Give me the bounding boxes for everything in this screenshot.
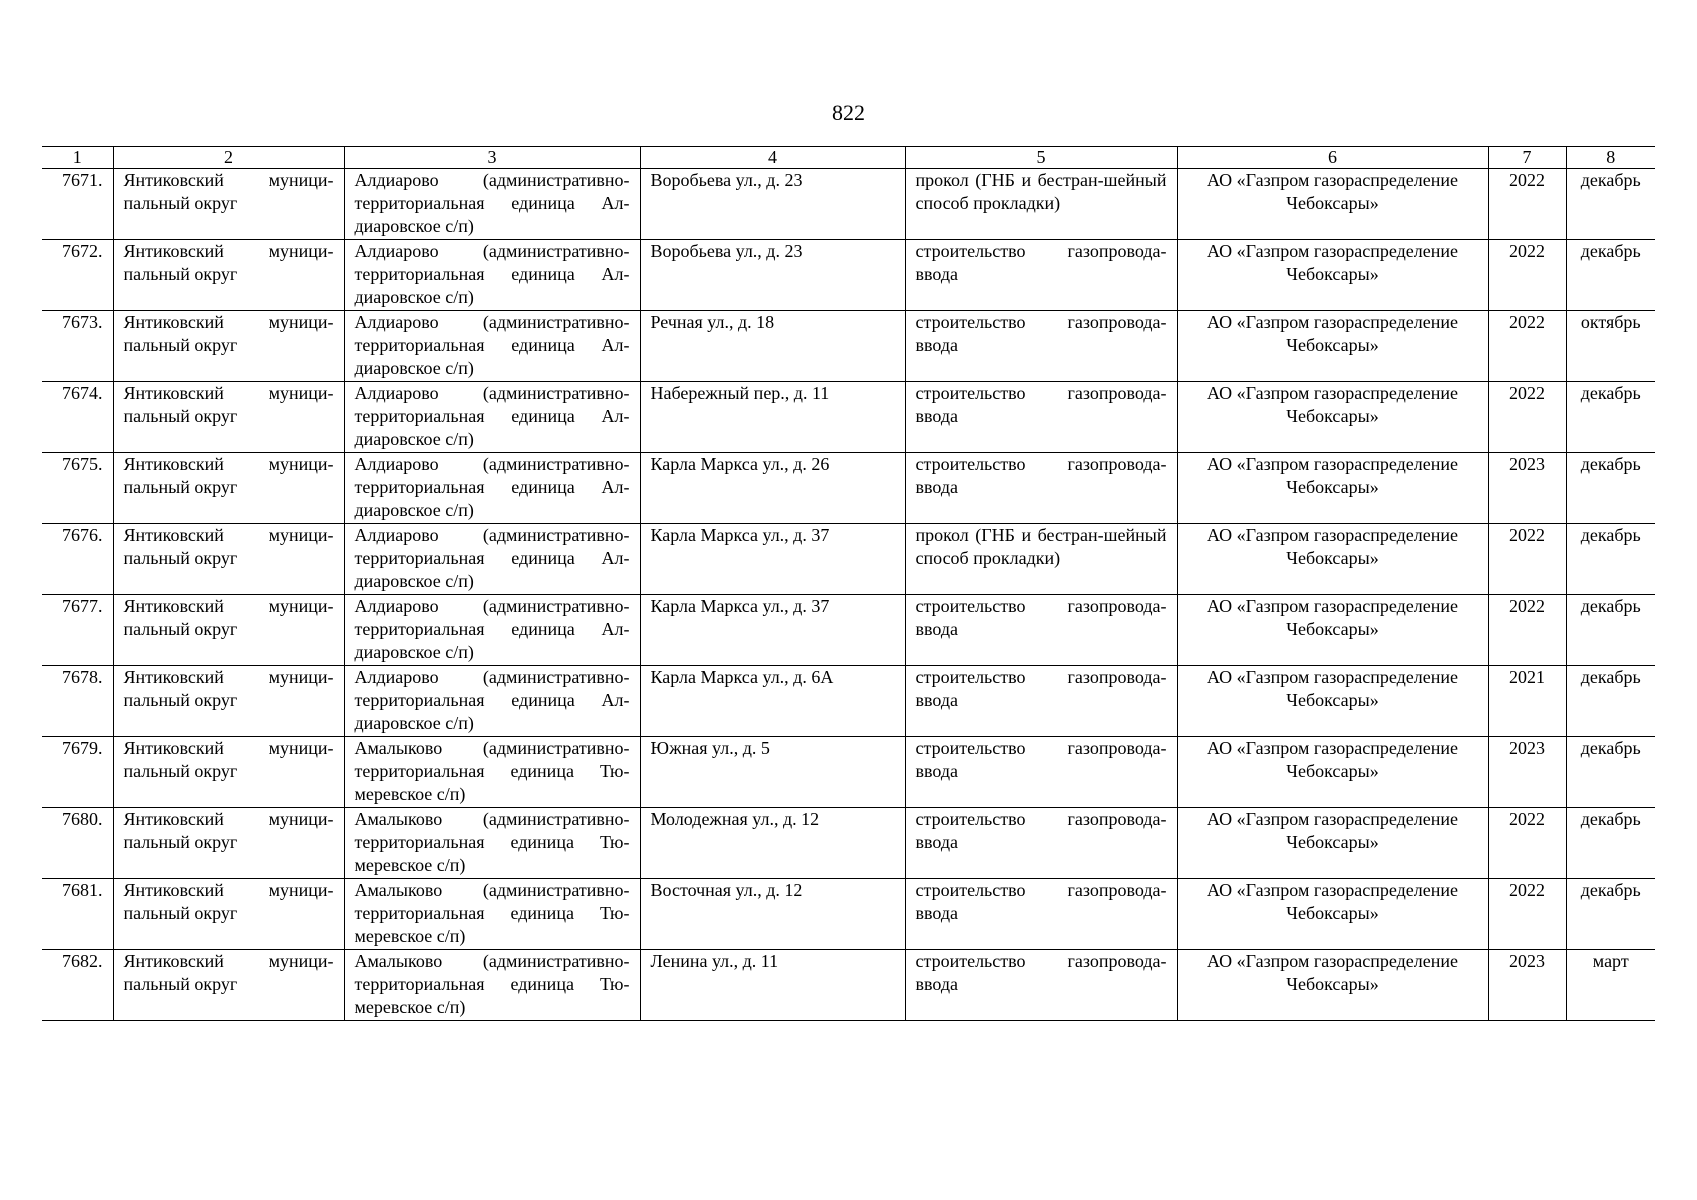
- district-cell: Янтиковский муници-пальный округ: [113, 453, 344, 524]
- month-cell: декабрь: [1566, 453, 1655, 524]
- column-header: 4: [640, 147, 905, 169]
- address-cell: Карла Маркса ул., д. 37: [640, 524, 905, 595]
- row-number: 7675.: [42, 453, 113, 524]
- work-type-cell: прокол (ГНБ и бестран-шейный способ прокладки): [905, 169, 1177, 240]
- organization-cell: АО «Газпром газораспределение Чебоксары»: [1177, 879, 1488, 950]
- locality-cell: Алдиарово (административно-территориальная единица Ал-диаровское с/п): [344, 666, 640, 737]
- address-cell: Восточная ул., д. 12: [640, 879, 905, 950]
- district-cell: Янтиковский муници-пальный округ: [113, 240, 344, 311]
- table-row: [42, 453, 1655, 524]
- table-row: [42, 382, 1655, 453]
- organization-cell: АО «Газпром газораспределение Чебоксары»: [1177, 666, 1488, 737]
- table-row: [42, 240, 1655, 311]
- year-cell: 2022: [1488, 240, 1566, 311]
- month-cell: март: [1566, 950, 1655, 1021]
- organization-cell: АО «Газпром газораспределение Чебоксары»: [1177, 453, 1488, 524]
- year-cell: 2022: [1488, 382, 1566, 453]
- table-row: [42, 950, 1655, 1021]
- organization-cell: АО «Газпром газораспределение Чебоксары»: [1177, 950, 1488, 1021]
- year-cell: 2023: [1488, 737, 1566, 808]
- locality-cell: Амалыково (административно-территориальная единица Тю-меревское с/п): [344, 950, 640, 1021]
- year-cell: 2022: [1488, 808, 1566, 879]
- row-number: 7673.: [42, 311, 113, 382]
- district-cell: Янтиковский муници-пальный округ: [113, 737, 344, 808]
- month-cell: декабрь: [1566, 524, 1655, 595]
- work-type-cell: строительство газопровода-ввода: [905, 240, 1177, 311]
- locality-cell: Алдиарово (административно-территориальная единица Ал-диаровское с/п): [344, 453, 640, 524]
- column-header: 1: [42, 147, 113, 169]
- month-cell: декабрь: [1566, 737, 1655, 808]
- year-cell: 2022: [1488, 169, 1566, 240]
- organization-cell: АО «Газпром газораспределение Чебоксары»: [1177, 311, 1488, 382]
- district-cell: Янтиковский муници-пальный округ: [113, 808, 344, 879]
- table-row: [42, 666, 1655, 737]
- locality-cell: Алдиарово (административно-территориальная единица Ал-диаровское с/п): [344, 169, 640, 240]
- column-header: 5: [905, 147, 1177, 169]
- district-cell: Янтиковский муници-пальный округ: [113, 595, 344, 666]
- district-cell: Янтиковский муници-пальный округ: [113, 311, 344, 382]
- address-cell: Набережный пер., д. 11: [640, 382, 905, 453]
- work-type-cell: строительство газопровода-ввода: [905, 879, 1177, 950]
- month-cell: декабрь: [1566, 382, 1655, 453]
- work-type-cell: прокол (ГНБ и бестран-шейный способ прокладки): [905, 524, 1177, 595]
- district-cell: Янтиковский муници-пальный округ: [113, 950, 344, 1021]
- work-type-cell: строительство газопровода-ввода: [905, 666, 1177, 737]
- year-cell: 2021: [1488, 666, 1566, 737]
- organization-cell: АО «Газпром газораспределение Чебоксары»: [1177, 595, 1488, 666]
- address-cell: Воробьева ул., д. 23: [640, 169, 905, 240]
- row-number: 7672.: [42, 240, 113, 311]
- table-row: [42, 737, 1655, 808]
- year-cell: 2023: [1488, 950, 1566, 1021]
- table-row: [42, 524, 1655, 595]
- locality-cell: Алдиарово (административно-территориальная единица Ал-диаровское с/п): [344, 311, 640, 382]
- organization-cell: АО «Газпром газораспределение Чебоксары»: [1177, 808, 1488, 879]
- address-cell: Южная ул., д. 5: [640, 737, 905, 808]
- district-cell: Янтиковский муници-пальный округ: [113, 879, 344, 950]
- work-type-cell: строительство газопровода-ввода: [905, 382, 1177, 453]
- column-header: 8: [1566, 147, 1655, 169]
- row-number: 7680.: [42, 808, 113, 879]
- district-cell: Янтиковский муници-пальный округ: [113, 524, 344, 595]
- organization-cell: АО «Газпром газораспределение Чебоксары»: [1177, 524, 1488, 595]
- year-cell: 2022: [1488, 524, 1566, 595]
- column-header: 2: [113, 147, 344, 169]
- row-number: 7677.: [42, 595, 113, 666]
- column-header: 3: [344, 147, 640, 169]
- row-number: 7681.: [42, 879, 113, 950]
- work-type-cell: строительство газопровода-ввода: [905, 311, 1177, 382]
- year-cell: 2022: [1488, 595, 1566, 666]
- district-cell: Янтиковский муници-пальный округ: [113, 169, 344, 240]
- locality-cell: Амалыково (административно-территориальная единица Тю-меревское с/п): [344, 737, 640, 808]
- month-cell: декабрь: [1566, 595, 1655, 666]
- locality-cell: Амалыково (административно-территориальная единица Тю-меревское с/п): [344, 879, 640, 950]
- address-cell: Воробьева ул., д. 23: [640, 240, 905, 311]
- address-cell: Речная ул., д. 18: [640, 311, 905, 382]
- locality-cell: Алдиарово (административно-территориальная единица Ал-диаровское с/п): [344, 595, 640, 666]
- page-number: 822: [832, 100, 865, 125]
- locality-cell: Алдиарово (административно-территориальная единица Ал-диаровское с/п): [344, 524, 640, 595]
- row-number: 7671.: [42, 169, 113, 240]
- table-row: [42, 879, 1655, 950]
- row-number: 7682.: [42, 950, 113, 1021]
- table-row: [42, 311, 1655, 382]
- column-header: 6: [1177, 147, 1488, 169]
- row-number: 7674.: [42, 382, 113, 453]
- address-cell: Молодежная ул., д. 12: [640, 808, 905, 879]
- address-cell: Карла Маркса ул., д. 26: [640, 453, 905, 524]
- locality-cell: Алдиарово (административно-территориальная единица Ал-диаровское с/п): [344, 240, 640, 311]
- work-type-cell: строительство газопровода-ввода: [905, 950, 1177, 1021]
- month-cell: декабрь: [1566, 666, 1655, 737]
- month-cell: декабрь: [1566, 240, 1655, 311]
- month-cell: декабрь: [1566, 169, 1655, 240]
- table-row: [42, 808, 1655, 879]
- row-number: 7678.: [42, 666, 113, 737]
- column-header: 7: [1488, 147, 1566, 169]
- header-row: [42, 147, 1655, 169]
- district-cell: Янтиковский муници-пальный округ: [113, 382, 344, 453]
- organization-cell: АО «Газпром газораспределение Чебоксары»: [1177, 169, 1488, 240]
- locality-cell: Алдиарово (административно-территориальная единица Ал-диаровское с/п): [344, 382, 640, 453]
- work-type-cell: строительство газопровода-ввода: [905, 595, 1177, 666]
- work-type-cell: строительство газопровода-ввода: [905, 453, 1177, 524]
- organization-cell: АО «Газпром газораспределение Чебоксары»: [1177, 240, 1488, 311]
- year-cell: 2023: [1488, 453, 1566, 524]
- month-cell: октябрь: [1566, 311, 1655, 382]
- year-cell: 2022: [1488, 879, 1566, 950]
- table-row: [42, 169, 1655, 240]
- work-type-cell: строительство газопровода-ввода: [905, 808, 1177, 879]
- organization-cell: АО «Газпром газораспределение Чебоксары»: [1177, 382, 1488, 453]
- address-cell: Ленина ул., д. 11: [640, 950, 905, 1021]
- address-cell: Карла Маркса ул., д. 6А: [640, 666, 905, 737]
- register-table: [42, 146, 1655, 1021]
- district-cell: Янтиковский муници-пальный округ: [113, 666, 344, 737]
- year-cell: 2022: [1488, 311, 1566, 382]
- address-cell: Карла Маркса ул., д. 37: [640, 595, 905, 666]
- row-number: 7676.: [42, 524, 113, 595]
- locality-cell: Амалыково (административно-территориальная единица Тю-меревское с/п): [344, 808, 640, 879]
- organization-cell: АО «Газпром газораспределение Чебоксары»: [1177, 737, 1488, 808]
- work-type-cell: строительство газопровода-ввода: [905, 737, 1177, 808]
- table-row: [42, 595, 1655, 666]
- month-cell: декабрь: [1566, 808, 1655, 879]
- row-number: 7679.: [42, 737, 113, 808]
- month-cell: декабрь: [1566, 879, 1655, 950]
